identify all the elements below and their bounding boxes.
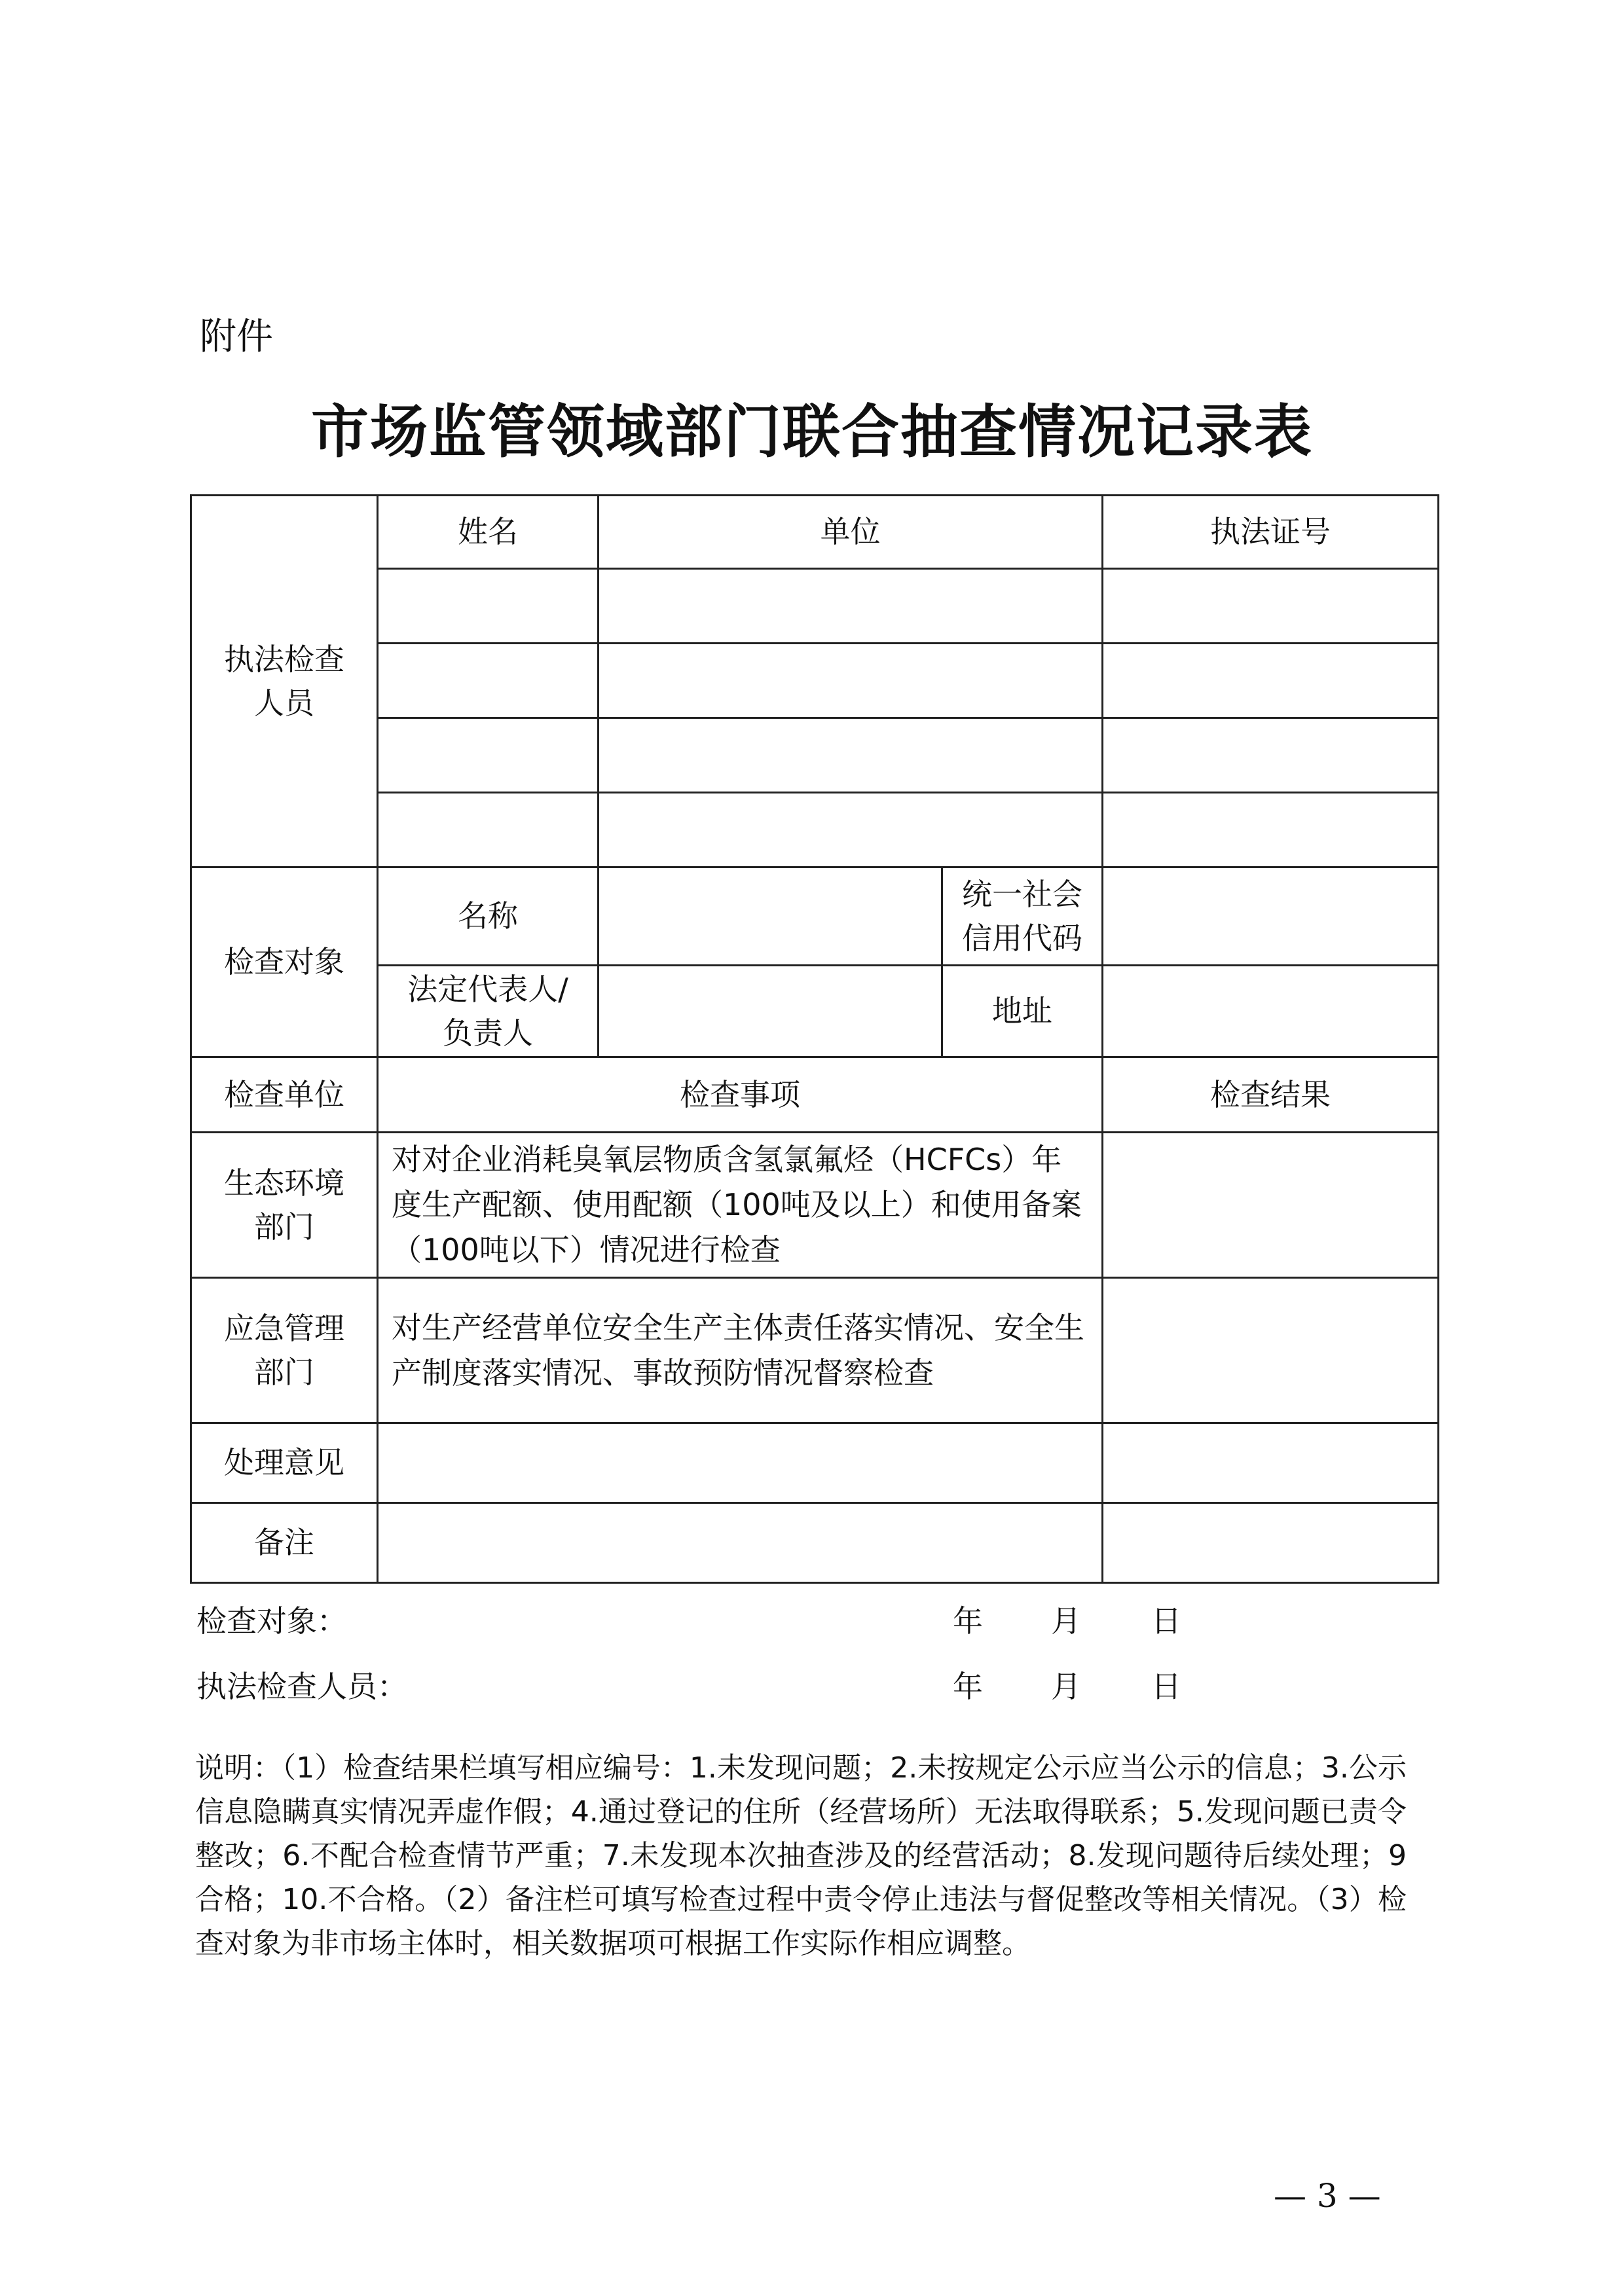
inspection-record-table	[190, 494, 1439, 1584]
inspectors-row-label: 执法检查人员	[191, 496, 378, 867]
eco-env-result-cell[interactable]	[1103, 1133, 1439, 1278]
signature-inspector-year: 年	[953, 1669, 983, 1704]
inspector-name-cell[interactable]	[378, 793, 599, 867]
inspector-unit-cell[interactable]	[599, 569, 1103, 644]
signature-target-day: 日	[1151, 1603, 1181, 1639]
signature-target-year: 年	[953, 1603, 983, 1639]
legal-rep-label: 法定代表人/负责人	[378, 966, 599, 1057]
legal-rep-cell[interactable]	[599, 966, 942, 1057]
signature-target-label: 检查对象：	[196, 1603, 347, 1639]
notes-paragraph: 说明：（1）检查结果栏填写相应编号：1.未发现问题；2.未按规定公示应当公示的信息；3.公示信息隐瞒真实情况弄虚作假；4.通过登记的住所（经营场所）无法取得联系；5.发现问题已责令整改；6.不配合检查情节严重；7.未发现本次抽查涉及的经营活动；8.发现问题待后续处理；9合格；10.不合格。（2）备注栏可填写检查过程中责令停止违法与督促整改等相关情况。（3）检查对象为非市场主体时，相关数据项可根据工作实际作相应调整。	[195, 1751, 1407, 1960]
page-number: — 3 —	[1274, 2177, 1381, 2215]
signature-inspector-label: 执法检查人员：	[196, 1669, 407, 1704]
inspector-unit-cell[interactable]	[599, 644, 1103, 718]
remark-label: 备注	[191, 1503, 378, 1583]
header-inspection-result: 检查结果	[1103, 1057, 1439, 1133]
attachment-label: 附件	[200, 316, 273, 358]
emergency-inspection-item: 对生产经营单位安全生产主体责任落实情况、安全生产制度落实情况、事故预防情况督察检查	[378, 1278, 1103, 1423]
signature-inspector-day: 日	[1151, 1669, 1181, 1704]
inspector-cert-cell[interactable]	[1103, 718, 1439, 793]
opinion-extra-cell[interactable]	[1103, 1423, 1439, 1503]
header-inspection-unit: 检查单位	[191, 1057, 378, 1133]
remark-cell[interactable]	[378, 1503, 1103, 1583]
emergency-result-cell[interactable]	[1103, 1278, 1439, 1423]
inspector-name-cell[interactable]	[378, 644, 599, 718]
inspector-cert-cell[interactable]	[1103, 569, 1439, 644]
address-label: 地址	[942, 966, 1103, 1057]
inspector-name-cell[interactable]	[378, 718, 599, 793]
col-header-unit: 单位	[599, 496, 1103, 569]
credit-code-label: 统一社会信用代码	[942, 867, 1103, 966]
target-name-cell[interactable]	[599, 867, 942, 966]
inspector-cert-cell[interactable]	[1103, 793, 1439, 867]
eco-env-inspection-item: 对对企业消耗臭氧层物质含氢氯氟烃（HCFCs）年度生产配额、使用配额（100吨及以上）和使用备案（100吨以下）情况进行检查	[378, 1133, 1103, 1278]
opinion-cell[interactable]	[378, 1423, 1103, 1503]
remark-extra-cell[interactable]	[1103, 1503, 1439, 1583]
col-header-name: 姓名	[378, 496, 599, 569]
credit-code-cell[interactable]	[1103, 867, 1439, 966]
eco-env-dept-label: 生态环境部门	[191, 1133, 378, 1278]
address-cell[interactable]	[1103, 966, 1439, 1057]
inspector-unit-cell[interactable]	[599, 793, 1103, 867]
signature-target-month: 月	[1051, 1603, 1081, 1639]
page-title: 市场监管领域部门联合抽查情况记录表	[310, 397, 1313, 465]
header-inspection-items: 检查事项	[378, 1057, 1103, 1133]
target-row-label: 检查对象	[191, 867, 378, 1057]
col-header-cert: 执法证号	[1103, 496, 1439, 569]
inspector-name-cell[interactable]	[378, 569, 599, 644]
emergency-dept-label: 应急管理部门	[191, 1278, 378, 1423]
opinion-label: 处理意见	[191, 1423, 378, 1503]
signature-inspector-month: 月	[1051, 1669, 1081, 1704]
inspector-cert-cell[interactable]	[1103, 644, 1439, 718]
inspector-unit-cell[interactable]	[599, 718, 1103, 793]
target-name-label: 名称	[378, 867, 599, 966]
